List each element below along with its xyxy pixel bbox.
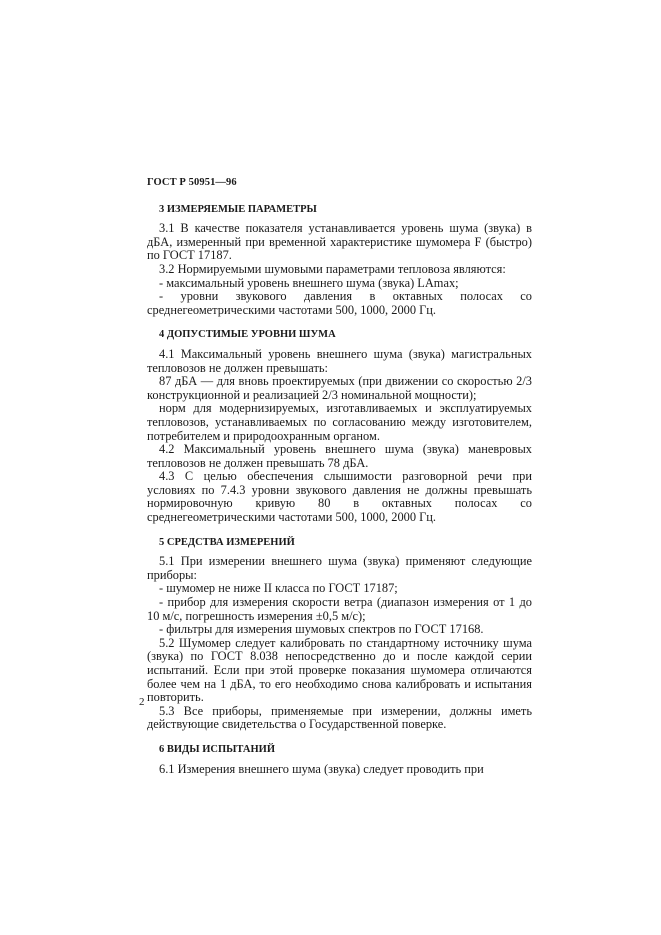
paragraph-6-1: 6.1 Измерения внешнего шума (звука) следует проводить при	[159, 761, 484, 776]
paragraph-5-2: 5.2 Шумомер следует калибровать по стандартному источнику шума (звука) по ГОСТ 8.038 непосредственно до и после каждой серии испытаний. Если при этой проверке показания шумомера отличаются более чем на 1 дБА, то его необходимо снова калибровать и испытания повторить.	[147, 635, 532, 705]
section-heading-5: 5 СРЕДСТВА ИЗМЕРЕНИЙ	[159, 536, 295, 548]
paragraph-4-1-new: 87 дБА — для вновь проектируемых (при движении со скоростью 2/3 конструкционной и реализацией 2/3 номинальной мощности);	[147, 374, 532, 402]
list-item-octave-levels: - уровни звукового давления в октавных полосах со среднегеометрическими частотами 500, 1000, 2000 Гц.	[147, 289, 532, 317]
paragraph-4-1-norms: норм для модернизируемых, изготавливаемых и эксплуатируемых тепловозов, устанавливаемых по согласованию между изготовителем, потребителем и природоохранным органом.	[147, 401, 532, 443]
document-id: ГОСТ Р 50951—96	[147, 177, 237, 188]
paragraph-5-1: 5.1 При измерении внешнего шума (звука) применяют следующие приборы:	[147, 554, 532, 582]
paragraph-4-3: 4.3 С целью обеспечения слышимости разговорной речи при условиях по 7.4.3 уровни звукового давления не должны превышать нормировочную кривую 80 в октавных полосах со среднегеометрическими частотами 500, 1000, 2000 Гц.	[147, 469, 532, 525]
paragraph-3-2: 3.2 Нормируемыми шумовыми параметрами тепловоза являются:	[159, 261, 506, 276]
paragraph-4-2: 4.2 Максимальный уровень внешнего шума (звука) маневровых тепловозов не должен превышать 78 дБА.	[147, 442, 532, 470]
section-heading-4: 4 ДОПУСТИМЫЕ УРОВНИ ШУМА	[159, 329, 336, 341]
paragraph-4-1: 4.1 Максимальный уровень внешнего шума (звука) магистральных тепловозов не должен превышать:	[147, 346, 532, 375]
page-number: 2	[139, 696, 145, 708]
list-item-wind-meter: - прибор для измерения скорости ветра (диапазон измерения от 1 до 10 м/с, погрешность измерения ±0,5 м/с);	[147, 595, 532, 623]
list-item-lamax: - максимальный уровень внешнего шума (звука) LAmax;	[159, 275, 459, 290]
document-page	[147, 176, 532, 776]
list-item-filters: - фильтры для измерения шумовых спектров по ГОСТ 17168.	[159, 622, 484, 637]
section-heading-3: 3 ИЗМЕРЯЕМЫЕ ПАРАМЕТРЫ	[159, 203, 317, 215]
list-item-sound-meter: - шумомер не ниже II класса по ГОСТ 17187;	[159, 581, 398, 596]
section-heading-6: 6 ВИДЫ ИСПЫТАНИЙ	[159, 743, 275, 755]
paragraph-5-3: 5.3 Все приборы, применяемые при измерении, должны иметь действующие свидетельства о Государственной поверке.	[147, 703, 532, 732]
paragraph-3-1: 3.1 В качестве показателя устанавливается уровень шума (звука) в дБА, измеренный при временной характеристике шумомера F (быстро) по ГОСТ 17187.	[147, 221, 532, 263]
